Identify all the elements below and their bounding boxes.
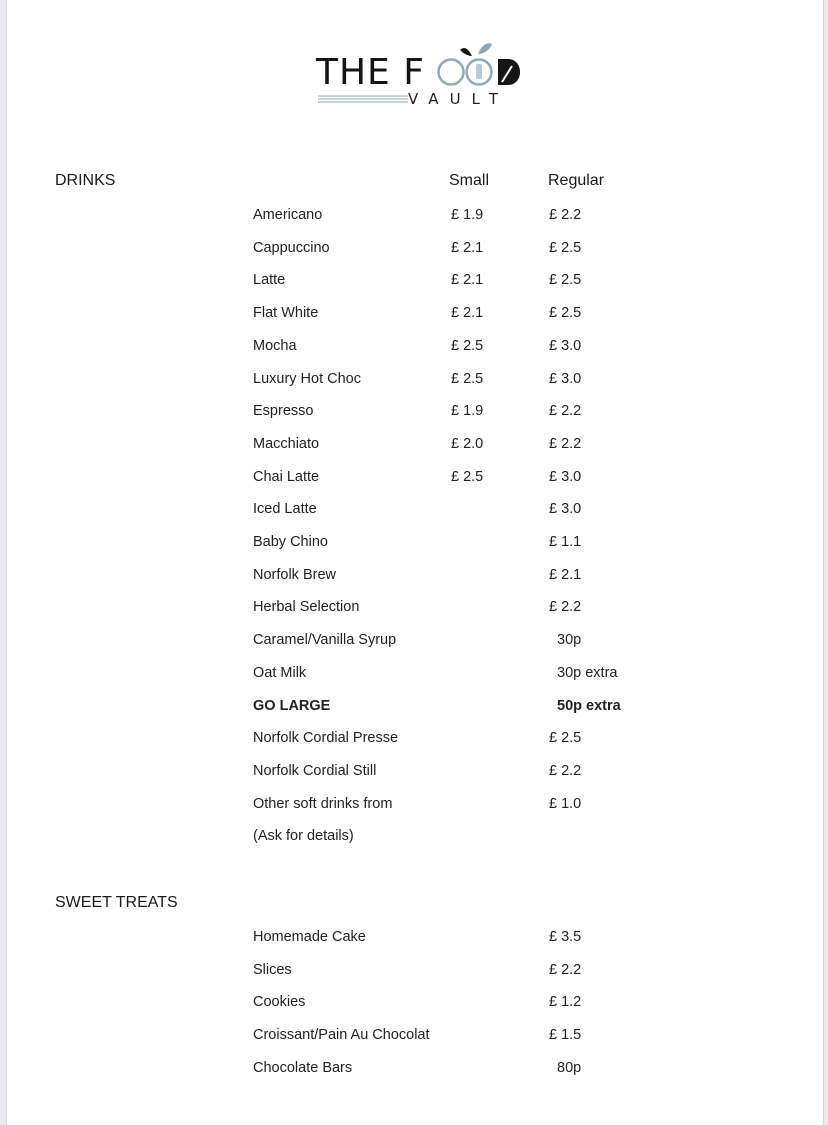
drink-price-regular: £ 3.0: [549, 501, 582, 518]
drink-price-regular: £ 2.2: [549, 599, 582, 616]
drink-name: Baby Chino: [253, 534, 328, 550]
treat-price: 80p: [557, 1059, 582, 1076]
svg-text:THE F: THE F: [316, 52, 425, 93]
drink-price-regular: £ 2.5: [549, 239, 582, 256]
drink-name: Macchiato: [253, 435, 320, 452]
drink-price-regular: £ 2.2: [549, 762, 582, 779]
drink-price-small: £ 1.9: [451, 403, 484, 420]
section-title-drinks: DRINKS: [55, 172, 116, 189]
drink-price-small: £ 2.5: [451, 468, 484, 485]
drink-name: Other soft drinks from: [253, 795, 393, 812]
menu-page: [6, 0, 824, 1125]
drink-name: Latte: [253, 272, 286, 289]
drink-price-regular: £ 2.2: [549, 435, 582, 452]
drink-price-regular: £ 3.0: [549, 337, 582, 354]
drink-price-regular: £ 3.0: [549, 468, 582, 485]
drink-name: Caramel/Vanilla Syrup: [253, 632, 397, 649]
treat-price: £ 2.2: [549, 961, 582, 978]
drink-name: Espresso: [253, 403, 314, 420]
drink-price-small: £ 1.9: [451, 207, 484, 223]
drink-price-small: £ 2.5: [451, 370, 484, 387]
drink-name: Mocha: [253, 337, 297, 354]
drink-price-regular: £ 2.5: [549, 272, 582, 289]
drink-name: GO LARGE: [253, 697, 331, 714]
drink-price-small: £ 2.1: [451, 305, 484, 322]
treat-price: £ 3.5: [549, 929, 582, 945]
drink-name: (Ask for details): [253, 828, 354, 845]
drink-name: Americano: [253, 207, 323, 223]
drink-name: Herbal Selection: [253, 599, 360, 616]
treat-name: Slices: [253, 961, 292, 978]
drink-name: Chai Latte: [253, 468, 320, 485]
drink-price-regular: 30p extra: [557, 664, 618, 681]
logo: [312, 38, 532, 110]
drink-price-small: £ 2.1: [451, 239, 484, 256]
drink-name: Norfolk Cordial Still: [253, 762, 377, 779]
treat-name: Croissant/Pain Au Chocolat: [253, 1027, 430, 1044]
drink-price-regular: £ 2.2: [549, 207, 582, 223]
drink-price-small: £ 2.5: [451, 337, 484, 354]
treat-name: Cookies: [253, 994, 306, 1011]
drink-price-regular: £ 2.5: [549, 305, 582, 322]
drink-name: Norfolk Brew: [253, 566, 336, 583]
section-title-sweet-treats: SWEET TREATS: [55, 894, 178, 911]
drink-name: Iced Latte: [253, 501, 317, 518]
drink-price-small: £ 2.1: [451, 272, 484, 289]
treat-price: £ 1.2: [549, 994, 582, 1011]
treat-name: Homemade Cake: [253, 929, 366, 945]
drink-name: Luxury Hot Choc: [253, 370, 361, 387]
logo-wordmark: [312, 38, 532, 110]
drink-price-regular: £ 1.0: [549, 795, 582, 812]
drink-name: Oat Milk: [253, 664, 307, 681]
drink-price-regular: £ 2.2: [549, 403, 582, 420]
drink-price-regular: 30p: [557, 632, 582, 649]
drink-price-small: £ 2.0: [451, 435, 484, 452]
drink-price-regular: 50p extra: [557, 697, 621, 714]
drink-price-regular: £ 2.5: [549, 730, 582, 747]
drink-price-regular: £ 3.0: [549, 370, 582, 387]
column-header-small: Small: [449, 172, 490, 189]
column-header-regular: Regular: [548, 172, 605, 189]
drink-name: Norfolk Cordial Presse: [253, 730, 399, 747]
treat-price: £ 1.5: [549, 1027, 582, 1044]
drink-name: Flat White: [253, 305, 319, 322]
drink-price-regular: £ 1.1: [549, 534, 582, 550]
logo-subtitle: VAULT: [408, 90, 509, 108]
drink-name: Cappuccino: [253, 239, 330, 256]
treat-name: Chocolate Bars: [253, 1059, 353, 1076]
drink-price-regular: £ 2.1: [549, 566, 582, 583]
